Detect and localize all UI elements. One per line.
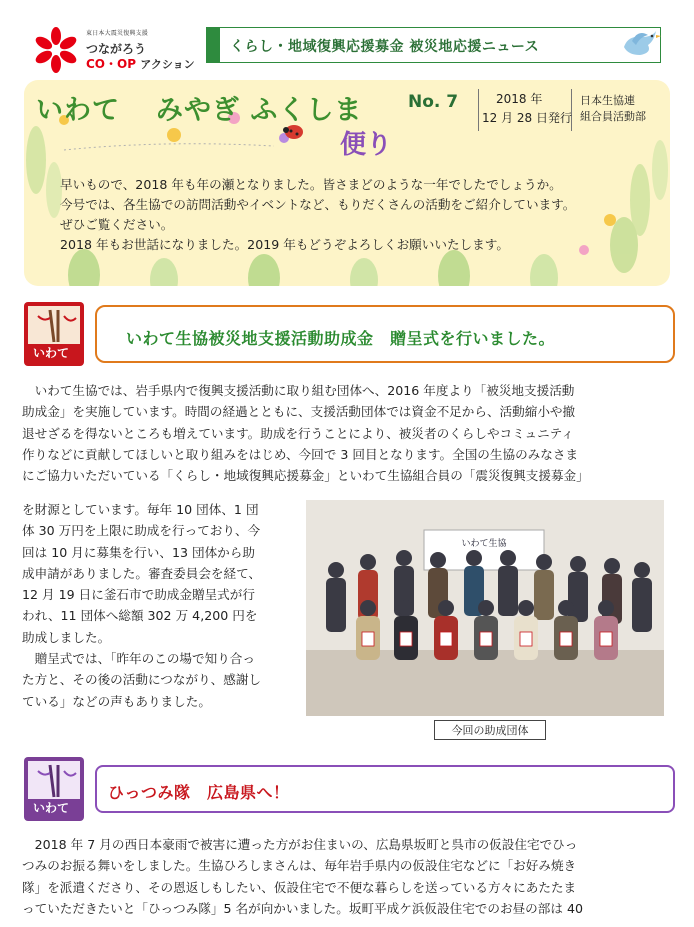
intro-line: 2018 年もお世話になりました。2019 年もどうぞよろしくお願いいたします。 bbox=[60, 237, 509, 252]
body-line: つみのお振る舞いをしました。生協ひろしまさんは、毎年岩手県内の仮設住宅などに「お好み焼き bbox=[22, 858, 577, 874]
body-line: 贈呈式では、「昨年のこの場で知り合っ bbox=[22, 651, 255, 667]
section-2-body bbox=[22, 834, 674, 919]
intro-text bbox=[60, 175, 650, 255]
photo-banner-text: いわて生協 bbox=[461, 539, 507, 549]
coop-flower-logo-icon bbox=[32, 26, 80, 74]
body-line: っていただきたいと「ひっつみ隊」5 名が向かいました。坂町平成ケ浜仮設住宅でのお昼の部は 40 bbox=[22, 900, 583, 916]
body-line: にご協力いただいている「くらし・地域復興応援募金」といわて生協組合員の「震災復興支援募金」 bbox=[22, 468, 589, 484]
body-line: 成申請がありました。審査委員会を経て、 bbox=[22, 565, 262, 581]
issue-date: 12 月 28 日発行 bbox=[482, 111, 572, 125]
body-line: ている」などの声もありました。 bbox=[22, 693, 211, 709]
header-banner-accent bbox=[206, 27, 220, 63]
body-line: 助成金」を実施しています。時間の経過とともに、支援活動団体では資金不足から、活動縮小や撤 bbox=[22, 404, 576, 420]
body-line: 体 30 万円を上限に助成を行っており、今 bbox=[22, 523, 261, 539]
section-1-body bbox=[22, 380, 674, 486]
body-line: 隊」を派遣くださり、その恩返しもしたい、仮設住宅で不便な暮らしを送っている方々にあたたま bbox=[22, 879, 577, 895]
logo-main-text: つながろう bbox=[86, 42, 147, 56]
section-2-title: ひっつみ隊 広島県へ！ bbox=[108, 783, 290, 802]
hero-title-miyagi-fukushima: みやぎ ふくしま bbox=[156, 95, 363, 126]
body-line: た方と、その後の活動につながり、感謝し bbox=[22, 672, 262, 688]
intro-line: 今号では、各生協での訪問活動やイベントなど、もりだくさんの活動をご紹介しています。 bbox=[60, 197, 576, 212]
hero-title-iwate: いわて bbox=[36, 95, 120, 126]
body-line: を財源としています。毎年 10 団体、1 団 bbox=[22, 502, 259, 517]
logo-tagline: 東日本大震災復興支援 bbox=[86, 30, 149, 37]
logo-coop-mark: CO・OP bbox=[86, 57, 137, 71]
issue-number: No. 7 bbox=[408, 92, 459, 112]
intro-line: ぜひご覧ください。 bbox=[60, 217, 174, 232]
body-line: いわて生協では、岩手県内で復興支援活動に取り組む団体へ、2016 年度より「被災地支援活動 bbox=[22, 383, 575, 398]
photo-caption: 今回の助成団体 bbox=[434, 720, 546, 740]
section-1-icon-label: いわて bbox=[33, 346, 70, 360]
publisher-line-2: 組合員活動部 bbox=[580, 110, 646, 123]
body-line: 2018 年 7 月の西日本豪雨で被害に遭った方がお住まいの、広島県坂町と呉市の仮設住宅でひっ bbox=[22, 837, 578, 852]
body-line: 回は 10 月に募集を行い、13 団体から助 bbox=[22, 544, 255, 560]
section-1-body-narrow bbox=[22, 499, 261, 712]
logo-action-text: アクション bbox=[140, 58, 195, 71]
intro-line: 早いもので、2018 年も年の瀬となりました。皆さまどのような一年でしたでしょうか。 bbox=[60, 177, 562, 192]
logo-coop-text bbox=[86, 55, 195, 72]
body-line: 退せざるを得ないところも増えています。助成を行うことにより、被災者のくらしやコミュニティ bbox=[22, 425, 574, 441]
bird-icon bbox=[618, 27, 662, 61]
section-1-title: いわて生協被災地支援活動助成金 贈呈式を行いました。 bbox=[126, 329, 556, 348]
group-photo bbox=[306, 500, 664, 716]
header-banner-title: くらし・地域復興応援募金 被災地応援ニュース bbox=[230, 39, 540, 55]
body-line: われ、11 団体へ総額 302 万 4,200 円を bbox=[22, 608, 258, 624]
body-line: 助成しました。 bbox=[22, 629, 111, 645]
section-2-icon-label: いわて bbox=[33, 801, 70, 815]
body-line: 12 月 19 日に釜石市で助成金贈呈式が行 bbox=[22, 587, 255, 603]
hero-title-tayori: 便り bbox=[340, 130, 393, 160]
body-line: 作りなどに貢献してほしいと取り組みをはじめ、今回で 3 回目となります。全国の生協のみなさま bbox=[22, 446, 579, 462]
group-photo-illustration bbox=[306, 500, 664, 716]
publisher-line-1: 日本生協連 bbox=[580, 94, 635, 107]
issue-year: 2018 年 bbox=[496, 92, 543, 106]
